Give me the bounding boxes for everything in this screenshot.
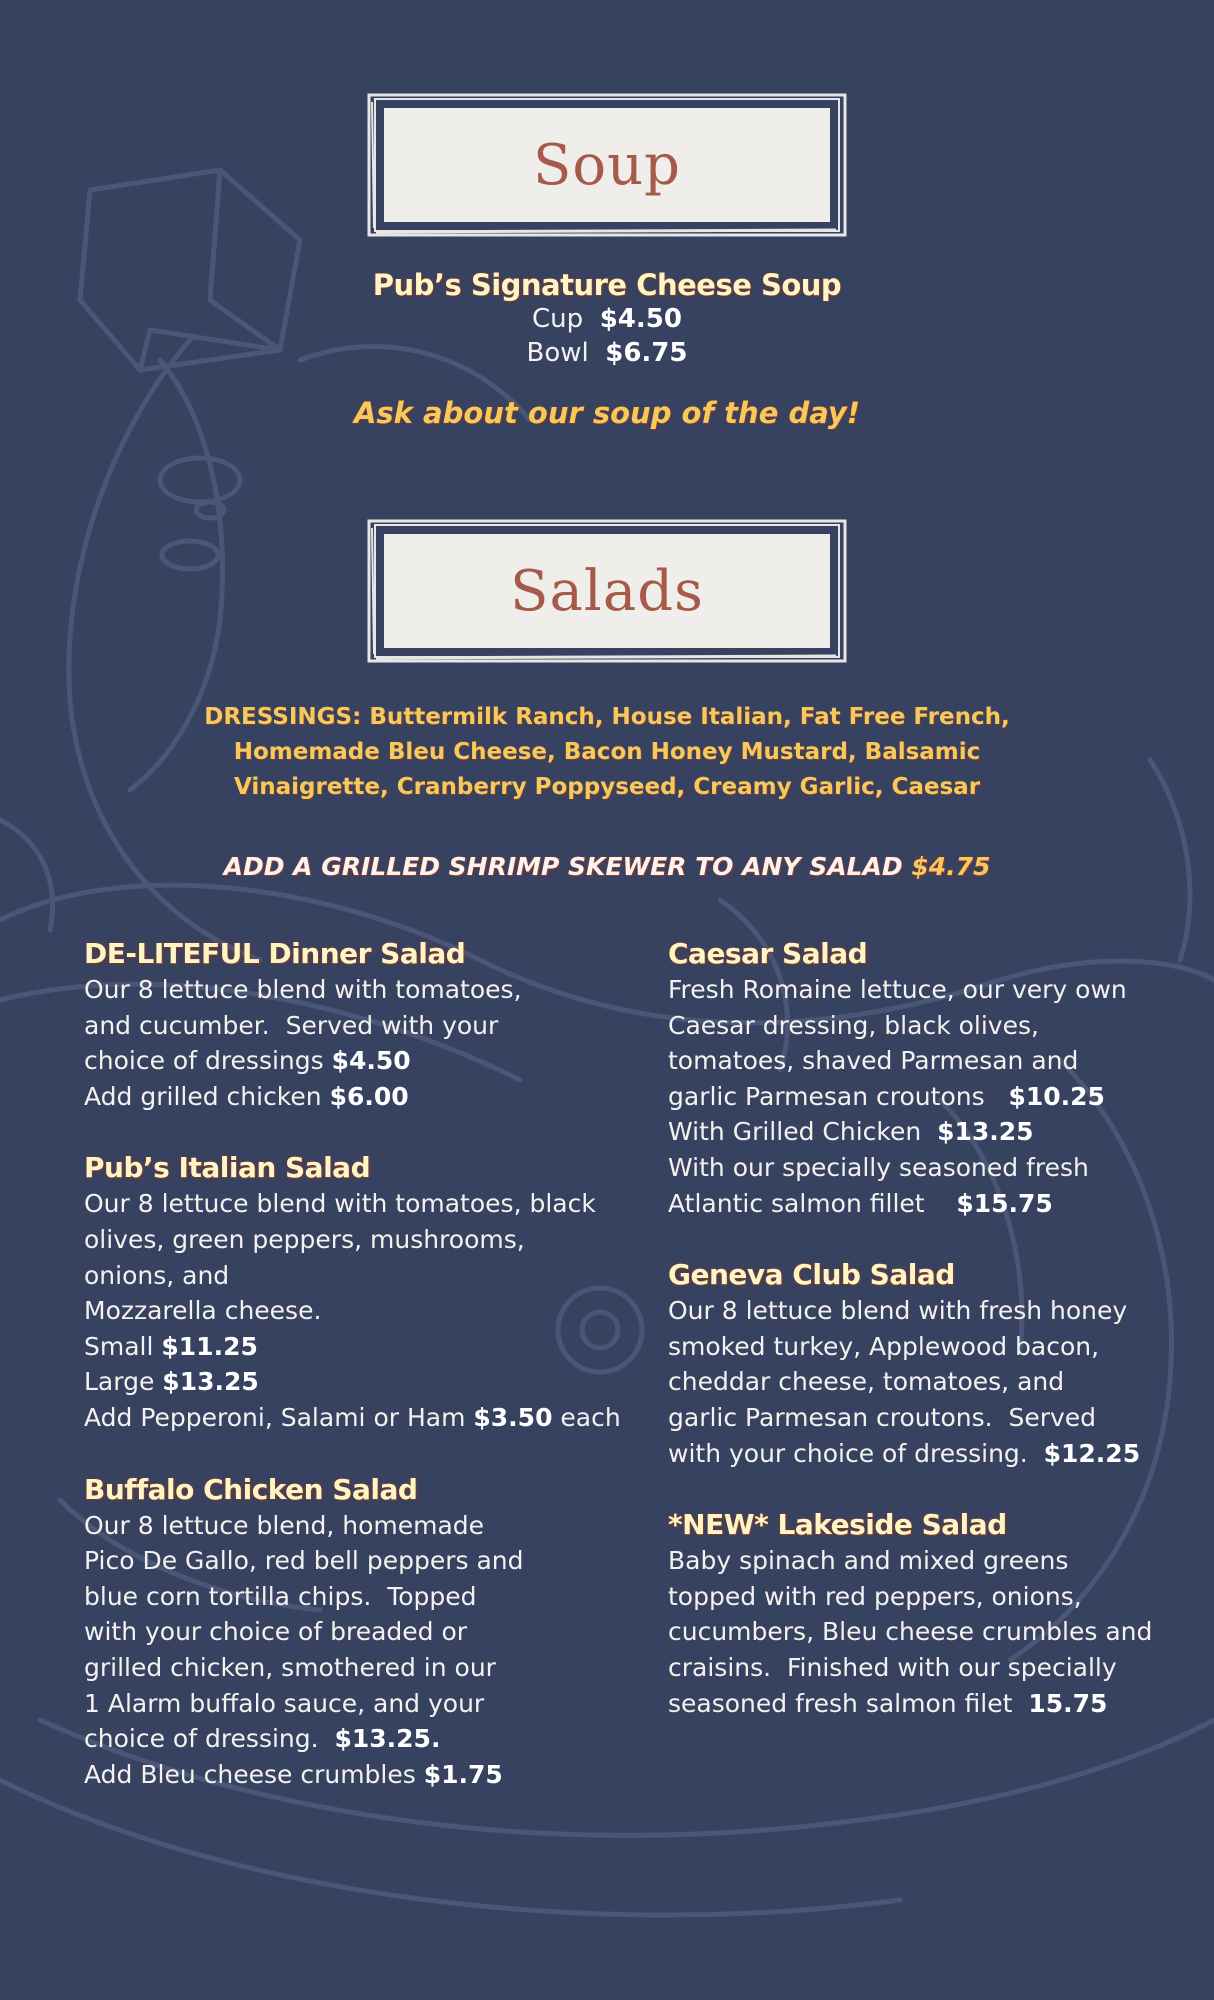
salad-description-line [84,1757,644,1793]
salad-description-line [668,1150,1188,1186]
salad-description-line [668,1114,1188,1150]
line-text: Our 8 lettuce blend with fresh honey [668,1296,1128,1326]
salad-description-line [84,1579,644,1615]
line-price: $13.25 [162,1367,259,1397]
line-price: $13.25 [937,1117,1034,1147]
salad-item [84,1150,644,1435]
line-text: tomatoes, shaved Parmesan and [668,1046,1079,1076]
salad-description-line [84,1650,644,1686]
line-text: with your choice of breaded or [84,1617,468,1647]
line-text: Mozzarella cheese. [84,1296,322,1326]
salad-item [84,936,644,1114]
line-price: $12.25 [1043,1438,1141,1468]
salad-description-line [84,1721,644,1757]
line-suffix: each [552,1402,621,1432]
salad-description-line [668,1186,1188,1222]
line-text: Add Bleu cheese crumbles [84,1759,424,1789]
soup-size-label: Bowl [526,338,589,368]
salad-description-line [84,1186,644,1222]
salad-description-line [668,1579,1188,1615]
salad-column-left [84,936,644,1828]
salads-heading: Salads [510,558,704,624]
salad-description-line [84,1043,644,1079]
line-text: garlic Parmesan croutons [668,1081,1009,1111]
soup-item-name: Pub’s Signature Cheese Soup [372,268,842,302]
salad-description-line [668,1686,1188,1722]
line-price: $13.25. [334,1724,441,1754]
line-text: With our specially seasoned fresh [668,1152,1089,1182]
salad-description-line [668,972,1188,1008]
line-text: Baby spinach and mixed greens [668,1546,1069,1576]
salad-description-line [84,1008,644,1044]
salad-description-line [84,1293,644,1329]
salad-item [668,1257,1188,1471]
line-text: seasoned fresh salmon filet [668,1688,1029,1718]
salad-description-line [668,1043,1188,1079]
salad-column-right [668,936,1188,1757]
soup-heading: Soup [533,132,681,198]
shrimp-addon [0,852,1214,881]
line-text: cheddar cheese, tomatoes, and [668,1367,1065,1397]
line-text: Caesar dressing, black olives, [668,1010,1039,1040]
shrimp-addon-price: $4.75 [911,852,991,881]
salad-description-line [668,1364,1188,1400]
line-text: Pico De Gallo, red bell peppers and [84,1546,524,1576]
line-text: choice of dressings [84,1046,332,1076]
line-text: cucumbers, Bleu cheese crumbles and [668,1617,1153,1647]
soup-of-the-day-note: Ask about our soup of the day! [353,396,861,430]
line-price: $6.00 [329,1081,409,1111]
line-price: 15.75 [1028,1688,1108,1718]
salads-banner [366,518,848,664]
dressings-list: DRESSINGS: Buttermilk Ranch, House Italian, Fat Free French, Homemade Bleu Cheese, Bacon Honey Mustard, Balsamic Vinaigrette, Cranberry Poppyseed, Creamy Garlic, Caesar [204,704,1010,800]
salad-description-line [84,1222,644,1258]
soup-size-bowl [0,336,1214,370]
soup-size-cup [0,302,1214,336]
line-text: Our 8 lettuce blend with tomatoes, black [84,1189,596,1219]
line-text: Atlantic salmon fillet [668,1188,957,1218]
salad-item [668,1507,1188,1721]
line-text: 1 Alarm buffalo sauce, and your [84,1688,485,1718]
line-text: Our 8 lettuce blend with tomatoes, [84,975,522,1004]
line-text: with your choice of dressing. [668,1438,1044,1468]
line-text: olives, green peppers, mushrooms, [84,1224,525,1254]
line-price: $10.25 [1008,1081,1105,1111]
line-price: $15.75 [956,1188,1053,1218]
soup-section [0,268,1214,430]
salad-description-line [84,1614,644,1650]
line-price: $4.50 [331,1046,411,1076]
line-text: Our 8 lettuce blend, homemade [84,1510,485,1540]
salad-description-line [84,1686,644,1722]
line-price: $11.25 [161,1331,258,1361]
soup-size-price: $6.75 [605,338,688,368]
line-text: smoked turkey, Applewood bacon, [668,1331,1100,1361]
line-text: blue corn tortilla chips. Topped [84,1581,477,1611]
salad-description-line [84,1543,644,1579]
soup-size-price: $4.50 [599,304,682,334]
line-text: onions, and [84,1260,230,1290]
salad-description-line [84,1329,644,1365]
salad-description-line [668,1008,1188,1044]
soup-size-label: Cup [532,304,584,334]
salad-item [84,1472,644,1793]
line-text: grilled chicken, smothered in our [84,1652,496,1682]
salad-item [668,936,1188,1221]
line-text: Add grilled chicken [84,1081,330,1111]
salad-description-line [84,1079,644,1115]
line-text: craisins. Finished with our specially [668,1652,1117,1682]
salad-description-line [668,1079,1188,1115]
salad-description-line [84,972,644,1008]
shrimp-addon-text: ADD A GRILLED SHRIMP SKEWER TO ANY SALAD [223,852,903,881]
line-text: topped with red peppers, onions, [668,1581,1082,1611]
salad-description-line [668,1436,1188,1472]
line-text: Small [84,1331,162,1361]
salad-title: Buffalo Chicken Salad [84,1472,418,1506]
line-text: garlic Parmesan croutons. Served [668,1402,1097,1432]
salad-title: DE-LITEFUL Dinner Salad [84,937,466,970]
line-text: choice of dressing. [84,1724,335,1754]
salad-description-line [84,1508,644,1544]
salad-description-line [668,1543,1188,1579]
salad-description-line [84,1400,644,1436]
line-text: With Grilled Chicken [668,1117,938,1147]
salad-description-line [668,1400,1188,1436]
salad-description-line [84,1364,644,1400]
salad-description-line [668,1650,1188,1686]
line-text: Fresh Romaine lettuce, our very own [668,975,1127,1004]
soup-banner [366,92,848,238]
salad-title: Caesar Salad [668,937,868,970]
salad-description-line [668,1293,1188,1329]
line-text: and cucumber. Served with your [84,1010,499,1040]
line-text: Large [84,1367,163,1397]
salad-title: Pub’s Italian Salad [84,1151,371,1185]
line-price: $3.50 [473,1402,553,1432]
line-price: $1.75 [423,1759,503,1789]
line-text: Add Pepperoni, Salami or Ham [84,1402,474,1432]
salad-title: Geneva Club Salad [668,1258,955,1292]
salad-description-line [668,1614,1188,1650]
salad-description-line [668,1329,1188,1365]
salad-title: *NEW* Lakeside Salad [668,1508,1007,1542]
salad-description-line [84,1258,644,1294]
